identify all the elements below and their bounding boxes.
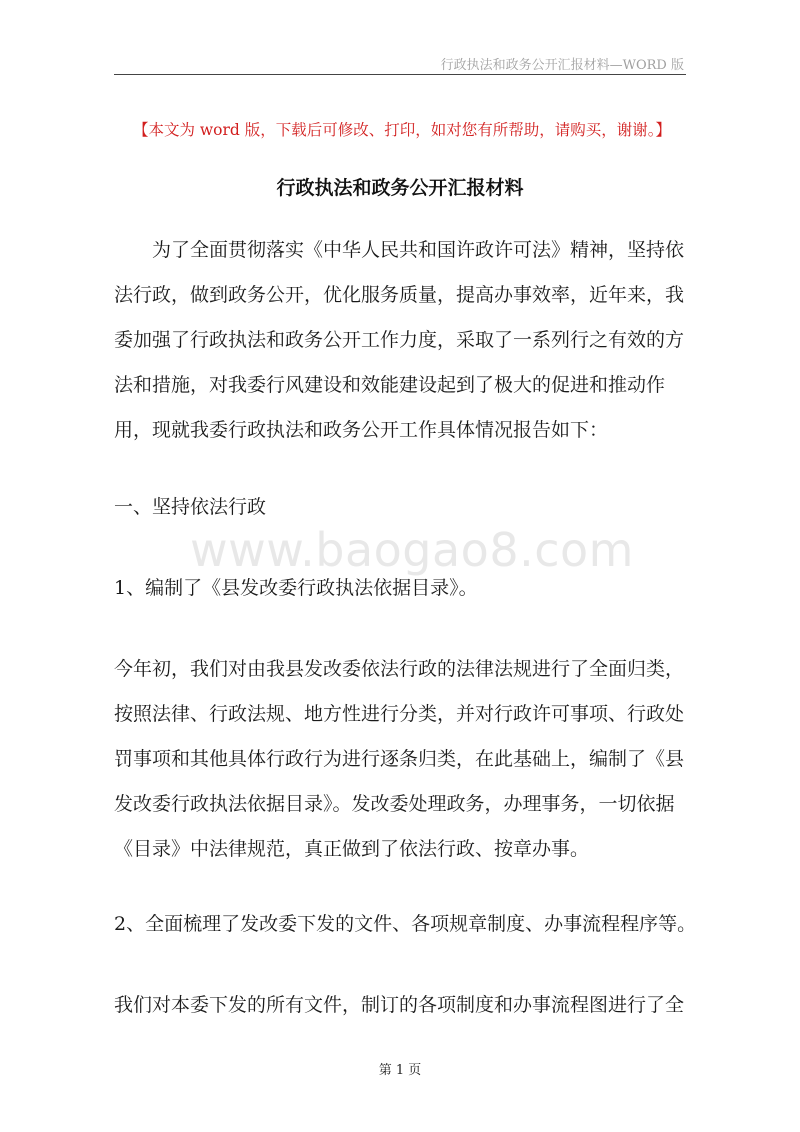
text-line: 法和措施，对我委行风建设和效能建设起到了极大的促进和推动作 xyxy=(114,374,666,396)
text-line: 用，现就我委行政执法和政务公开工作具体情况报告如下： xyxy=(114,419,609,441)
item2-paragraph xyxy=(114,990,686,1020)
section-heading-text: 一、坚持依法行政 xyxy=(114,496,267,518)
text-line: 按照法律、行政法规、地方性进行分类，并对行政许可事项、行政处 xyxy=(114,703,685,725)
text-line: 我们对本委下发的所有文件，制订的各项制度和办事流程图进行了全 xyxy=(114,994,685,1016)
purchase-notice: 【本文为 word 版，下载后可修改、打印，如对您有所帮助，请购买，谢谢。】 xyxy=(132,121,672,139)
item-heading-text: 2、全面梳理了发改委下发的文件、各项规章制度、办事流程程序等。 xyxy=(114,913,697,935)
text-line: 发改委行政执法依据目录》。发改委处理政务，办理事务，一切依据 xyxy=(114,793,675,815)
page-number: 第 1 页 xyxy=(378,1063,422,1078)
text-line: 《目录》中法律规范，真正做到了依法行政、按章办事。 xyxy=(114,838,590,860)
section-heading xyxy=(114,492,686,522)
intro-paragraph xyxy=(114,235,686,465)
text-line: 为了全面贯彻落实《中华人民共和国许政许可法》精神，坚持依 xyxy=(152,239,685,261)
document-title: 行政执法和政务公开汇报材料 xyxy=(276,177,524,199)
item-heading-1 xyxy=(114,573,686,603)
item-heading-2 xyxy=(114,909,697,939)
watermark: www.baogao8.com xyxy=(190,523,634,577)
text-line: 法行政，做到政务公开，优化服务质量，提高办事效率，近年来，我 xyxy=(114,284,685,306)
text-line: 今年初，我们对由我县发改委依法行政的法律法规进行了全面归类， xyxy=(114,658,685,680)
text-line: 委加强了行政执法和政务公开工作力度，采取了一系列行之有效的方 xyxy=(114,329,685,351)
header-rule xyxy=(114,74,686,75)
item1-paragraph xyxy=(114,654,686,884)
running-header: 行政执法和政务公开汇报材料—WORD 版 xyxy=(440,58,684,73)
text-line: 罚事项和其他具体行政行为进行逐条归类，在此基础上，编制了《县 xyxy=(114,748,685,770)
item-heading-text: 1、编制了《县发改委行政执法依据目录》。 xyxy=(114,577,478,599)
